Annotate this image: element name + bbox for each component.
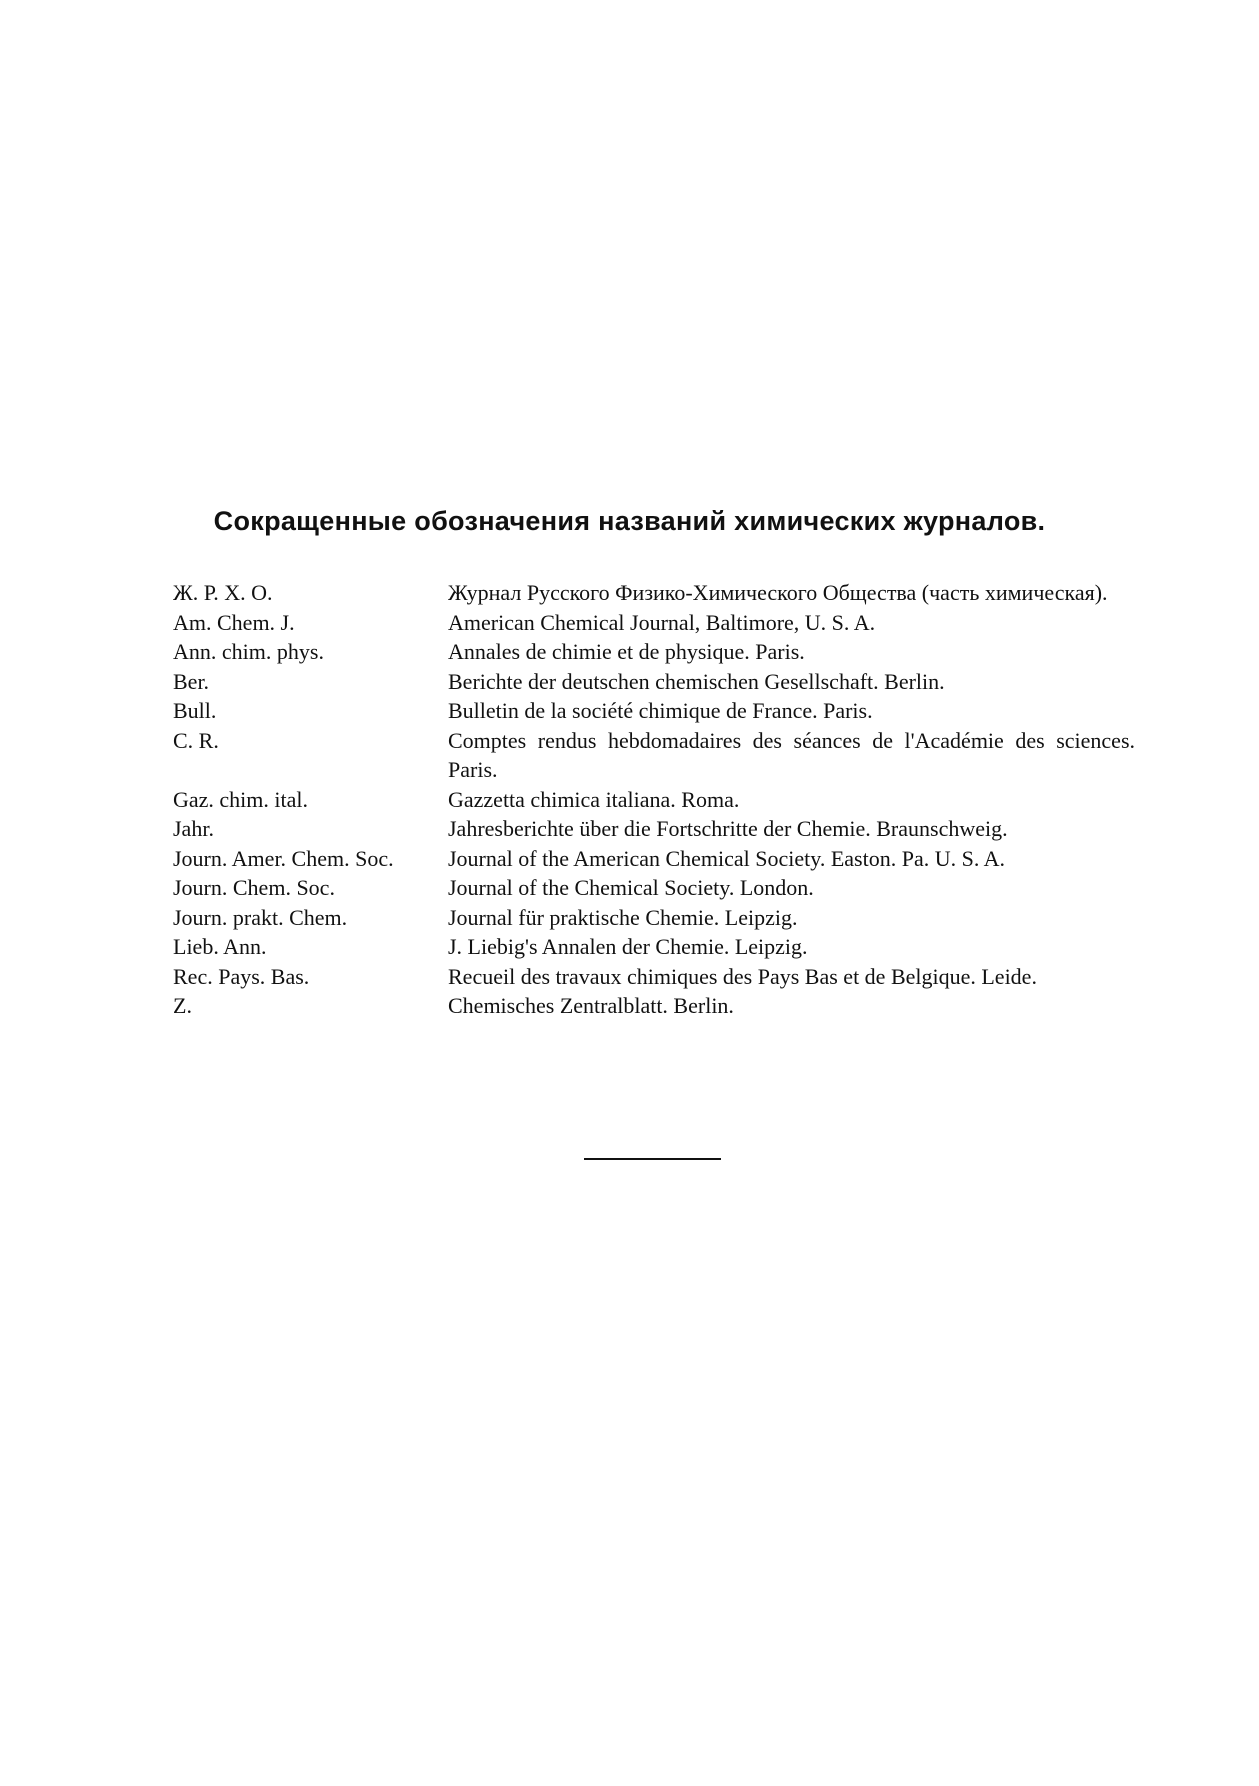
- journal-full-name: Comptes rendus hebdomadaires des séances de l'Académie des sciences. Paris.: [448, 727, 1135, 782]
- abbreviation-key: Ann. chim. phys.: [173, 639, 324, 664]
- abbreviation-key: Bull.: [173, 698, 217, 723]
- abbreviation-row: [173, 726, 1135, 785]
- abbreviation-row: [173, 873, 1135, 903]
- closing-rule: [584, 1158, 721, 1160]
- abbreviation-key: Ж. Р. Х. О.: [173, 580, 273, 605]
- abbreviation-row: [173, 844, 1135, 874]
- abbreviation-key: Lieb. Ann.: [173, 934, 267, 959]
- journal-full-name: Журнал Русского Физико-Химического Общества (часть химическая).: [448, 580, 1108, 605]
- abbreviation-key: Jahr.: [173, 816, 214, 841]
- journal-full-name: Chemisches Zentralblatt. Berlin.: [448, 993, 734, 1018]
- journal-full-name: Annales de chimie et de physique. Paris.: [448, 639, 805, 664]
- abbreviation-key: Ber.: [173, 668, 210, 694]
- abbreviation-row: [173, 932, 1135, 962]
- journal-full-name: Berichte der deutschen chemischen Gesellschaft. Berlin.: [448, 668, 945, 694]
- abbreviation-key: Gaz. chim. ital.: [173, 786, 309, 812]
- page-title: Сокращенные обозначения названий химических журналов.: [213, 506, 1046, 536]
- journal-full-name: Journal of the American Chemical Society. Easton. Pa. U. S. A.: [448, 845, 1006, 871]
- journal-full-name: Gazzetta chimica italiana. Roma.: [448, 786, 740, 812]
- abbreviation-key: Am. Chem. J.: [173, 609, 295, 635]
- abbreviation-list: [173, 578, 1135, 1021]
- abbreviation-row: [173, 667, 1135, 697]
- abbreviation-row: [173, 637, 1135, 667]
- journal-full-name: Recueil des travaux chimiques des Pays Bas et de Belgique. Leide.: [448, 963, 1037, 989]
- abbreviation-row: [173, 785, 1135, 815]
- abbreviation-row: [173, 578, 1135, 608]
- abbreviation-row: [173, 903, 1135, 933]
- abbreviation-key: Journ. Amer. Chem. Soc.: [173, 845, 394, 871]
- abbreviation-key: Rec. Pays. Bas.: [173, 963, 310, 989]
- abbreviation-row: [173, 608, 1135, 638]
- journal-full-name: American Chemical Journal, Baltimore, U. S. A.: [448, 609, 876, 635]
- journal-full-name: J. Liebig's Annalen der Chemie. Leipzig.: [448, 934, 808, 959]
- abbreviation-key: Z.: [173, 993, 192, 1018]
- abbreviation-row: [173, 814, 1135, 844]
- journal-full-name: Journal für praktische Chemie. Leipzig.: [448, 904, 798, 930]
- abbreviation-key: Journ. prakt. Chem.: [173, 904, 348, 930]
- abbreviation-key: C. R.: [173, 727, 219, 753]
- abbreviation-row: [173, 696, 1135, 726]
- journal-full-name: Jahresberichte über die Fortschritte der Chemie. Braunschweig.: [448, 816, 1008, 841]
- journal-full-name: Bulletin de la société chimique de France. Paris.: [448, 698, 873, 723]
- abbreviation-row: [173, 962, 1135, 992]
- abbreviation-key: Journ. Chem. Soc.: [173, 875, 335, 900]
- abbreviation-row: [173, 991, 1135, 1021]
- journal-full-name: Journal of the Chemical Society. London.: [448, 875, 814, 900]
